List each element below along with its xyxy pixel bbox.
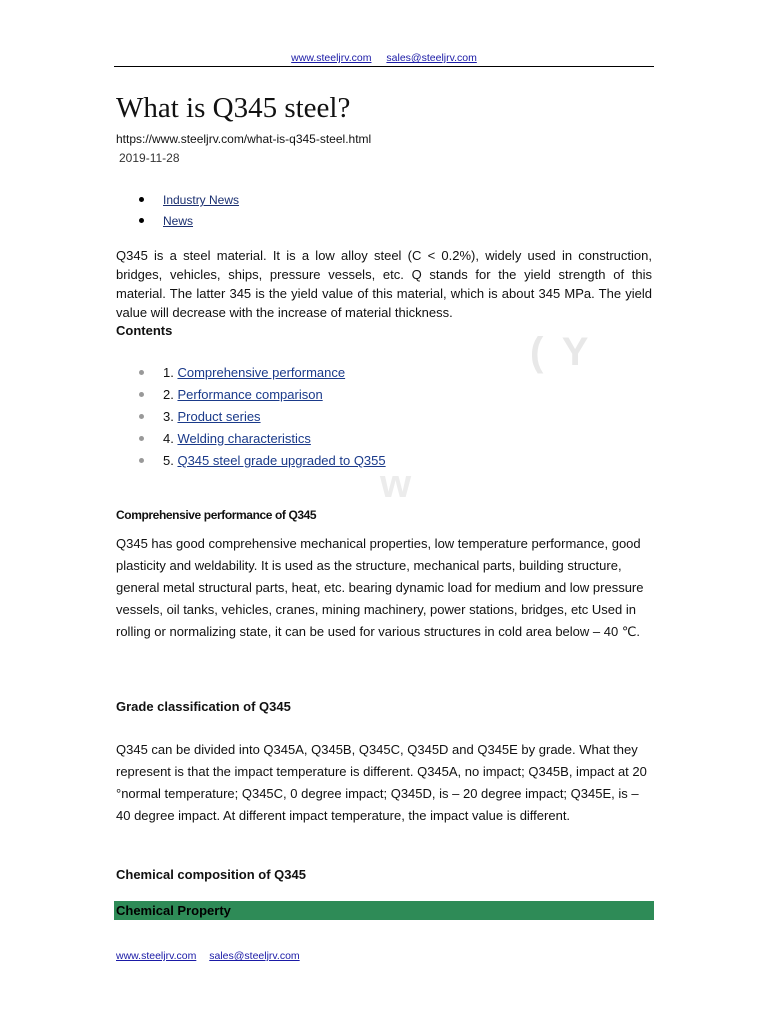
bullet-icon xyxy=(139,414,144,419)
bullet-icon xyxy=(139,436,144,441)
bullet-icon xyxy=(139,197,144,202)
toc-number: 3. xyxy=(163,409,174,424)
intro-paragraph: Q345 is a steel material. It is a low alloy steel (C < 0.2%), widely used in construction, bridges, vehicles, ships, pressure vessels, etc. Q stands for the yield strength of this material. The latter 345 is the yield value of this material, which is about 345 MPa. The yield value will decrease with the increase of material thickness. xyxy=(116,248,652,320)
section-paragraph-comprehensive: Q345 has good comprehensive mechanical properties, low temperature performance, good plasticity and weldability. It is used as the structure, mechanical parts, building structure, general metal structural parts, heat, etc. bearing dynamic load for medium and low pressure vessels, oil tanks, vehicles, cranes, mining machinery, power stations, bridges, etc Used in rolling or normalizing state, it can be used for various structures in cold area below – 40 ℃. xyxy=(116,536,644,639)
section-heading-comprehensive: Comprehensive performance of Q345 xyxy=(116,508,317,522)
toc-number: 5. xyxy=(163,453,174,468)
toc-item xyxy=(137,408,386,430)
section-heading-chemical: Chemical composition of Q345 xyxy=(116,867,306,882)
tag-link-news[interactable]: News xyxy=(163,214,194,228)
header-divider xyxy=(114,66,654,67)
table-of-contents xyxy=(137,364,386,474)
bullet-icon xyxy=(139,458,144,463)
contents-heading: Contents xyxy=(116,323,173,338)
chemical-table-header-label: Chemical Property xyxy=(116,903,231,918)
article-url: https://www.steeljrv.com/what-is-q345-steel.html xyxy=(116,132,372,146)
bullet-icon xyxy=(139,370,144,375)
category-tag-list xyxy=(137,192,239,234)
toc-link-comprehensive-performance[interactable]: Comprehensive performance xyxy=(177,365,346,380)
toc-item xyxy=(137,386,386,408)
toc-item xyxy=(137,430,386,452)
toc-number: 4. xyxy=(163,431,174,446)
section-heading-grade: Grade classification of Q345 xyxy=(116,699,291,714)
toc-link-product-series[interactable]: Product series xyxy=(177,409,261,424)
bullet-icon xyxy=(139,392,144,397)
header-email-link[interactable]: sales@steeljrv.com xyxy=(386,52,477,64)
header-website-link[interactable]: www.steeljrv.com xyxy=(291,52,372,64)
footer-email-link[interactable]: sales@steeljrv.com xyxy=(209,950,300,962)
page-footer-links xyxy=(116,950,310,962)
toc-item xyxy=(137,452,386,474)
toc-item xyxy=(137,364,386,386)
list-item xyxy=(137,192,239,213)
toc-link-performance-comparison[interactable]: Performance comparison xyxy=(177,387,323,402)
page-title: What is Q345 steel? xyxy=(116,92,351,124)
article-date: 2019-11-28 xyxy=(119,151,180,165)
toc-number: 2. xyxy=(163,387,174,402)
bullet-icon xyxy=(139,218,144,223)
toc-link-q355-upgrade[interactable]: Q345 steel grade upgraded to Q355 xyxy=(177,453,386,468)
watermark-top: ( Y xyxy=(530,330,593,374)
toc-number: 1. xyxy=(163,365,174,380)
toc-link-welding-characteristics[interactable]: Welding characteristics xyxy=(177,431,311,446)
page-header-links xyxy=(0,52,768,64)
list-item xyxy=(137,213,239,234)
section-paragraph-grade: Q345 can be divided into Q345A, Q345B, Q345C, Q345D and Q345E by grade. What they represent is that the impact temperature is different. Q345A, no impact; Q345B, impact at 20 °normal temperature; Q345C, 0 degree impact; Q345D, is – 20 degree impact; Q345E, is – 40 degree impact. At different impact temperature, the impact value is different. xyxy=(116,742,647,823)
chemical-table-header xyxy=(114,901,654,920)
watermark-bottom: w xyxy=(380,462,416,506)
tag-link-industry-news[interactable]: Industry News xyxy=(163,193,240,207)
footer-website-link[interactable]: www.steeljrv.com xyxy=(116,950,197,962)
